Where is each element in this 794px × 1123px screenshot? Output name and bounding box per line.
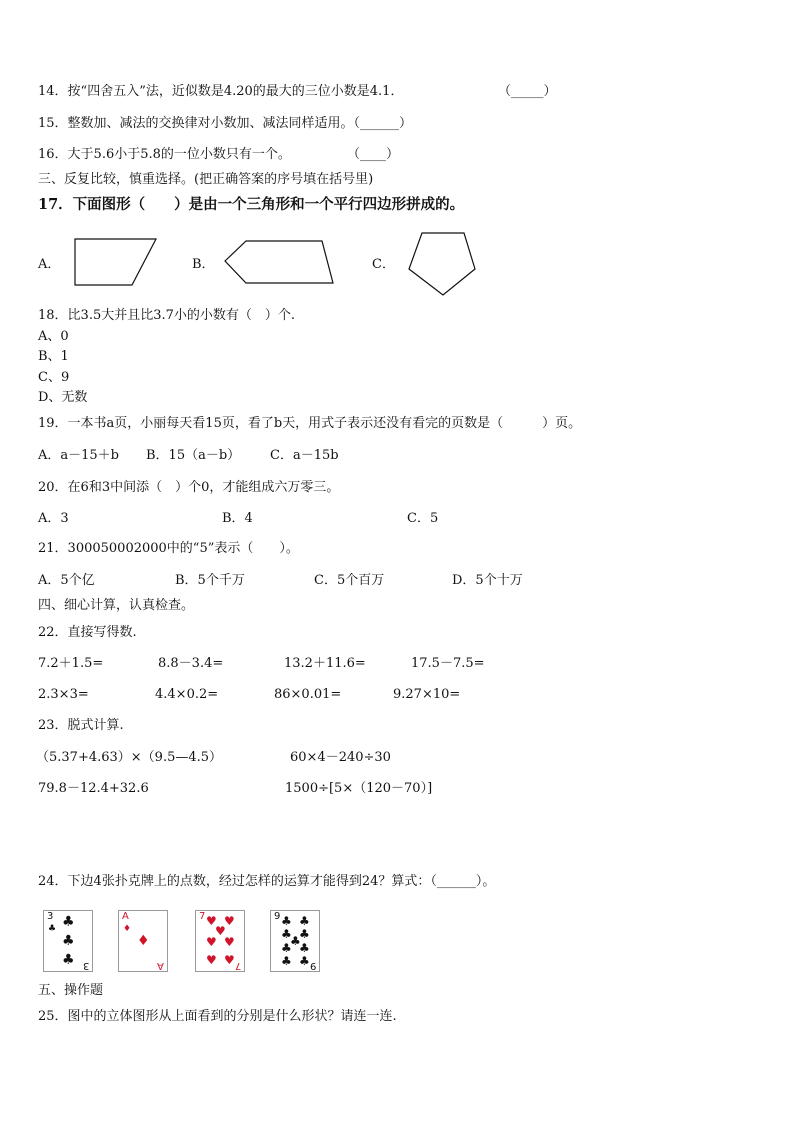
q18-option-d[interactable]: D、无数	[38, 390, 88, 405]
club-icon: ♣	[299, 954, 310, 968]
q23-expression: 60×4－240÷30	[290, 750, 391, 765]
card-rank: A	[122, 911, 129, 922]
heart-icon: ♥	[206, 914, 217, 928]
club-icon: ♣	[62, 914, 75, 930]
section-5-title: 五、操作题	[38, 983, 104, 998]
question-24: 24．下边4张扑克牌上的点数，经过怎样的运算才能得到24？算式：（______）。	[38, 874, 496, 889]
q17-option-c-regular-pentagon-shape	[406, 230, 478, 298]
q18-option-b[interactable]: B、1	[38, 349, 69, 364]
q21-option-a[interactable]: A．5个亿	[38, 573, 95, 588]
club-icon: ♣	[299, 914, 310, 928]
q21-option-d[interactable]: D．5个十万	[452, 573, 523, 588]
club-icon: ♣	[281, 954, 292, 968]
q22-expression: 8.8－3.4=	[158, 656, 224, 671]
club-icon: ♣	[299, 927, 310, 941]
q21-option-b[interactable]: B．5个千万	[175, 573, 245, 588]
q17-option-a-label: A．	[38, 257, 61, 272]
question-14-answer-blank[interactable]: （_____）	[498, 84, 557, 99]
heart-icon: ♥	[206, 953, 217, 967]
q22-expression: 9.27×10=	[393, 687, 461, 702]
card-rank: 7	[199, 911, 206, 922]
club-icon: ♣	[281, 927, 292, 941]
q22-expression: 7.2＋1.5=	[38, 656, 104, 671]
q18-option-a[interactable]: A、0	[38, 329, 69, 344]
heart-icon: ♥	[224, 935, 235, 949]
section-4-title: 四、细心计算，认真检查。	[38, 598, 195, 613]
q17-option-c-label: C．	[372, 257, 395, 272]
q18-option-c[interactable]: C、9	[38, 370, 70, 385]
diamond-icon: ♦	[123, 924, 132, 934]
question-18: 18．比3.5大并且比3.7小的小数有（ ）个.	[38, 308, 296, 323]
question-22: 22．直接写得数.	[38, 625, 137, 640]
q22-expression: 2.3×3=	[38, 687, 89, 702]
question-14-text: 14．按“四舍五入”法，近似数是4.20的最大的三位小数是4.1．	[38, 84, 404, 99]
card-rank: 3	[47, 911, 54, 922]
q20-option-b[interactable]: B．4	[222, 511, 253, 526]
q19-option-b[interactable]: B．15（a－b）	[146, 448, 241, 463]
playing-card	[118, 910, 168, 972]
heart-icon: ♥	[206, 935, 217, 949]
card-rank: A	[157, 960, 164, 971]
question-16: 16．大于5.6小于5.8的一位小数只有一个。	[38, 147, 291, 162]
question-20: 20．在6和3中间添（ ）个0，才能组成六万零三。	[38, 480, 340, 495]
question-25: 25．图中的立体图形从上面看到的分别是什么形状？请连一连.	[38, 1009, 397, 1024]
club-icon: ♣	[281, 914, 292, 928]
playing-card	[270, 910, 320, 972]
card-rank: 9	[274, 911, 281, 922]
q17-option-b-label: B．	[192, 257, 215, 272]
question-17: 17．下面图形（ ）是由一个三角形和一个平行四边形拼成的。	[38, 196, 465, 213]
question-23: 23．脱式计算.	[38, 718, 124, 733]
question-21: 21．300050002000中的“5”表示（ ）。	[38, 541, 299, 556]
q22-expression: 4.4×0.2=	[155, 687, 219, 702]
q23-expression: （5.37+4.63）×（9.5—4.5）	[36, 750, 223, 765]
diamond-icon: ♦	[137, 933, 150, 949]
playing-card	[195, 910, 245, 972]
club-icon: ♣	[290, 934, 301, 948]
question-19: 19．一本书a页，小丽每天看15页，看了b天，用式子表示还没有看完的页数是（ ）页。	[38, 416, 582, 431]
section-3-title: 三、反复比较，慎重选择。(把正确答案的序号填在括号里)	[38, 172, 374, 187]
question-15: 15．整数加、减法的交换律对小数加、减法同样适用。（______）	[38, 116, 413, 131]
q17-option-a-parallelogram-shape	[70, 236, 162, 288]
card-rank: 3	[82, 960, 89, 971]
question-14	[38, 84, 403, 100]
q22-expression: 86×0.01=	[274, 687, 342, 702]
q23-expression: 79.8－12.4+32.6	[38, 781, 149, 796]
heart-icon: ♥	[215, 924, 226, 938]
club-icon: ♣	[62, 933, 75, 949]
heart-icon: ♥	[224, 953, 235, 967]
q19-option-c[interactable]: C．a－15b	[270, 448, 339, 463]
playing-card	[43, 910, 93, 972]
club-icon: ♣	[62, 952, 75, 968]
card-rank: 9	[309, 960, 316, 971]
club-icon: ♣	[281, 941, 292, 955]
q22-expression: 17.5－7.5=	[411, 656, 485, 671]
question-16-answer-blank[interactable]: （____）	[347, 147, 400, 162]
q23-expression: 1500÷[5×（120－70）]	[285, 781, 433, 796]
q21-option-c[interactable]: C．5个百万	[314, 573, 385, 588]
club-icon: ♣	[48, 924, 57, 934]
q20-option-c[interactable]: C．5	[407, 511, 439, 526]
q19-option-a[interactable]: A．a－15＋b	[38, 448, 120, 463]
q20-option-a[interactable]: A．3	[38, 511, 69, 526]
q17-option-b-pentagon-shape	[222, 238, 336, 286]
club-icon: ♣	[299, 941, 310, 955]
heart-icon: ♥	[224, 914, 235, 928]
q22-expression: 13.2＋11.6=	[284, 656, 366, 671]
card-rank: 7	[234, 960, 241, 971]
